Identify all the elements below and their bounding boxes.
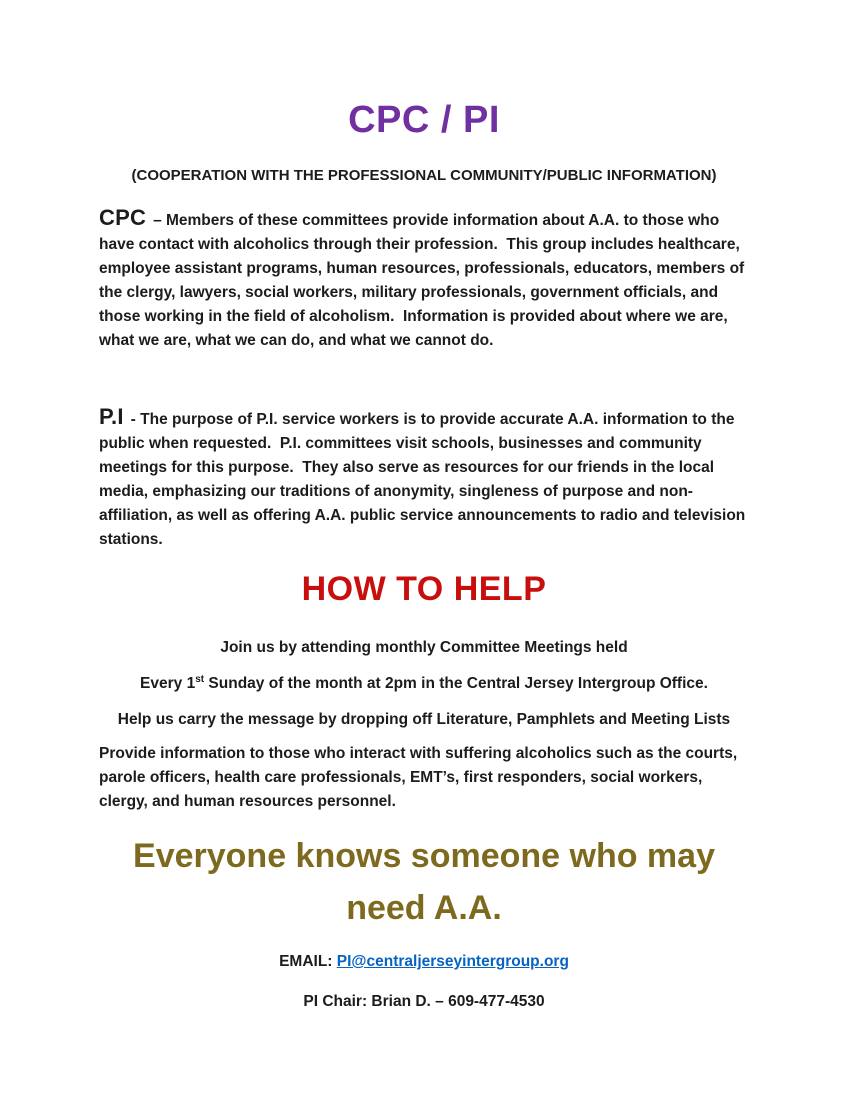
meeting-time-line [99, 672, 749, 696]
cpc-paragraph [99, 206, 749, 353]
chair-contact-line: PI Chair: Brian D. – 609-477-4530 [303, 993, 545, 1010]
email-label: EMAIL: [279, 953, 337, 970]
literature-line: Help us carry the message by dropping off Literature, Pamphlets and Meeting Lists [117, 711, 731, 728]
ordinal-superscript: st [195, 673, 205, 685]
pi-text: - The purpose of P.I. service workers is to provide accurate A.A. information to the public when requested. P.I. committees visit schools, businesses and community meetings for this purpose. They also serve as resources for our friends in the local media, emphasizing our traditions of anonymity, singleness of purpose and non-affiliation, as well as offering A.A. public service announcements to radio and television stations. [99, 411, 750, 548]
cpc-text: – Members of these committees provide information about A.A. to those who have contact with alcoholics through their profession. This group includes healthcare, employee assistant programs, human resources, professionals, educators, members of the clergy, lawyers, social workers, military professionals, government officials, and those working in the field of alcoholism. Information is provided about where we are, what we are, what we can do, and what we cannot do. [99, 212, 749, 349]
email-link[interactable]: PI@centraljerseyintergroup.org [336, 953, 569, 970]
pi-label: P.I [99, 404, 124, 429]
meeting-time-pre: Every 1 [140, 675, 196, 692]
join-us-line: Join us by attending monthly Committee Meetings held [220, 639, 628, 656]
how-to-help-heading: HOW TO HELP [301, 570, 547, 608]
meeting-time-post: Sunday of the month at 2pm in the Central Jersey Intergroup Office. [204, 675, 708, 692]
provide-info-paragraph: Provide information to those who interact with suffering alcoholics such as the courts, parole officers, health care professionals, EMT’s, first responders, social workers, clergy, and human resources personnel. [99, 745, 742, 810]
subtitle: (COOPERATION WITH THE PROFESSIONAL COMMUNITY/PUBLIC INFORMATION) [131, 167, 717, 184]
pi-paragraph [99, 405, 749, 552]
page-title: CPC / PI [348, 99, 500, 141]
email-line [99, 950, 749, 974]
tagline: Everyone knows someone who may need A.A. [133, 837, 715, 927]
cpc-label: CPC [99, 205, 147, 230]
